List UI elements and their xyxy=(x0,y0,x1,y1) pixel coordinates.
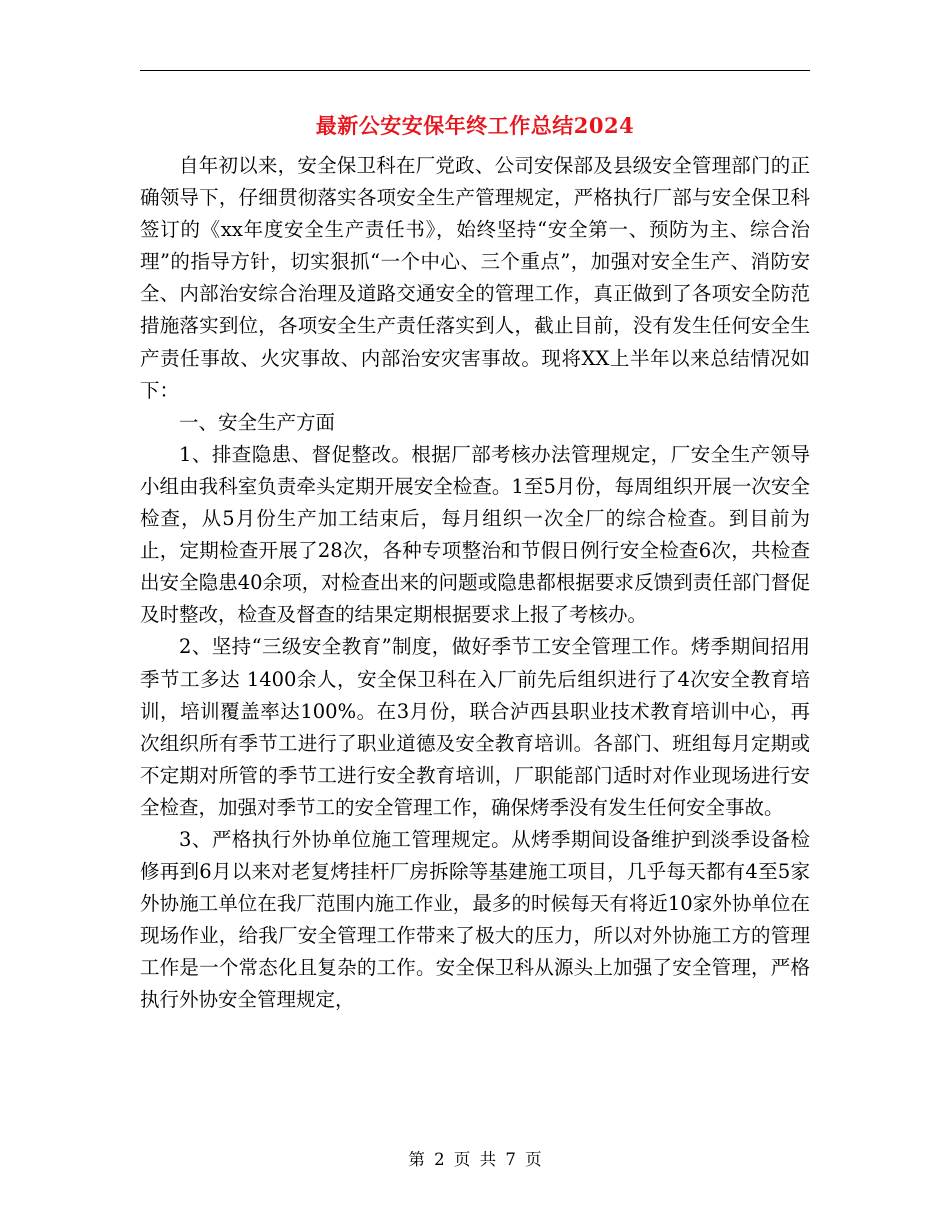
section-heading-safety-production: 一、安全生产方面 xyxy=(179,410,336,434)
page-number-footer: 第 2 页 共 7 页 xyxy=(408,1150,542,1169)
paragraph-item-2: 2、坚持“三级安全教育”制度，做好季节工安全管理工作。烤季期间招用季节工多达 1400余人，安全保卫科在入厂前先后组织进行了4次安全教育培训，培训覆盖率达100%。在3月份，联合泸西县职业技术教育培训中心，再次组织所有季节工进行了职业道德及安全教育培训。各部门、班组每月定期或不定期对所管的季节工进行安全教育培训，厂职能部门适时对作业现场进行安全检查，加强对季节工的安全管理工作，确保烤季没有发生任何安全事故。 xyxy=(140,635,810,819)
paragraph-item-1: 1、排查隐患、督促整改。根据厂部考核办法管理规定，厂安全生产领导小组由我科室负责牵头定期开展安全检查。1至5月份，每周组织开展一次安全检查，从5月份生产加工结束后，每月组织一次全厂的综合检查。到目前为止，定期检查开展了28次，各种专项整治和节假日例行安全检查6次，共检查出安全隐患40余项，对检查出来的问题或隐患都根据要求反馈到责任部门督促及时整改，检查及督查的结果定期根据要求上报了考核办。 xyxy=(140,442,810,627)
document-title: 最新公安安保年终工作总结2024 xyxy=(315,113,635,138)
header-rule xyxy=(140,70,810,71)
paragraph-intro: 自年初以来，安全保卫科在厂党政、公司安保部及县级安全管理部门的正确领导下，仔细贯彻落实各项安全生产管理规定，严格执行厂部与安全保卫科签订的《xx年度安全生产责任书》，始终坚持“安全第一、预防为主、综合治理”的指导方针，切实狠抓“一个中心、三个重点”，加强对安全生产、消防安全、内部治安综合治理及道路交通安全的管理工作，真正做到了各项安全防范措施落实到位，各项安全生产责任落实到人，截止目前，没有发生任何安全生产责任事故、火灾事故、内部治安灾害事故。现将XX上半年以来总结情况如下： xyxy=(140,154,810,402)
document-body xyxy=(140,150,810,1017)
paragraph-item-3: 3、严格执行外协单位施工管理规定。从烤季期间设备维护到淡季设备检修再到6月以来对老复烤挂杆厂房拆除等基建施工项目，几乎每天都有4至5家外协施工单位在我厂范围内施工作业，最多的时候每天有将近10家外协单位在现场作业，给我厂安全管理工作带来了极大的压力，所以对外协施工方的管理工作是一个常态化且复杂的工作。安全保卫科从源头上加强了安全管理，严格执行外协安全管理规定， xyxy=(140,827,810,1012)
